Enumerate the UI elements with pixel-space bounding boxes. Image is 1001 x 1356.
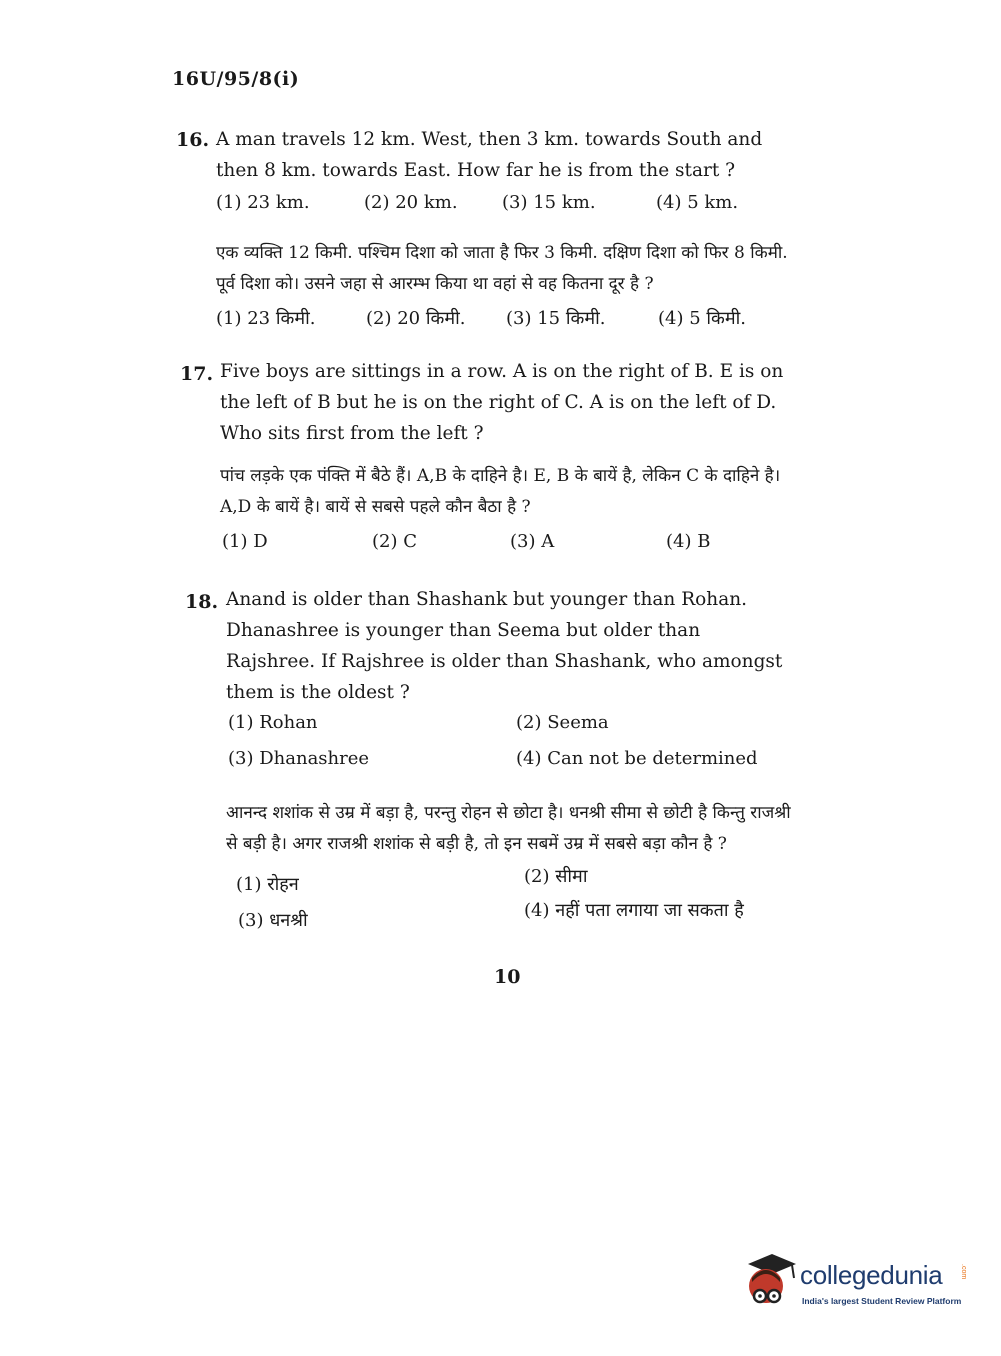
logo-tagline: India's largest Student Review Platform <box>802 1296 962 1306</box>
option-4: (4) Can not be determined <box>516 748 758 769</box>
paper-code: 16U/95/8(i) <box>172 68 300 90</box>
question-text-en: Five boys are sittings in a row. A is on the right of B. E is on the left of B but he is on the right of C. A is on the left of D. Who sits first from the left ? <box>220 361 784 444</box>
option-1: (1) Rohan <box>228 712 318 733</box>
option-3: (3) 15 km. <box>502 192 596 213</box>
options-en <box>216 192 796 226</box>
option-2: (2) 20 किमी. <box>366 308 466 329</box>
logo-wordmark: collegedunia <box>800 1260 943 1290</box>
question-number: 16. <box>176 129 210 151</box>
option-3: (3) धनश्री <box>238 910 308 931</box>
logo-suffix: .com <box>960 1264 967 1280</box>
option-2: (2) 20 km. <box>364 192 458 213</box>
page-number: 10 <box>494 966 521 988</box>
option-1: (1) रोहन <box>236 874 299 895</box>
option-1: (1) 23 km. <box>216 192 310 213</box>
option-2: (2) Seema <box>516 712 609 733</box>
question-17 <box>220 356 800 565</box>
option-2: (2) C <box>372 531 417 552</box>
option-2: (2) सीमा <box>524 866 588 887</box>
option-4: (4) 5 km. <box>656 192 739 213</box>
option-4: (4) नहीं पता लगाया जा सकता है <box>524 900 744 921</box>
options-hi <box>226 864 792 936</box>
option-3: (3) A <box>510 531 555 552</box>
question-number: 17. <box>180 363 214 385</box>
question-number: 18. <box>185 591 219 613</box>
question-text-hi: पांच लड़के एक पंक्ति में बैठे हैं। A,B के दाहिने है। E, B के बायें है, लेकिन C के दाहिने है। A,D के बायें है। बायें से सबसे पहले कौन बैठा है ? <box>220 466 781 517</box>
option-4: (4) 5 किमी. <box>658 308 747 329</box>
options-hi <box>216 306 796 340</box>
options-en <box>226 712 792 784</box>
question-16 <box>216 124 796 340</box>
question-text-en: A man travels 12 km. West, then 3 km. towards South and then 8 km. towards East. How far he is from the start ? <box>216 129 763 181</box>
option-1: (1) 23 किमी. <box>216 308 316 329</box>
question-text-en: Anand is older than Shashank but younger than Rohan. Dhanashree is younger than Seema but older than Rajshree. If Rajshree is older than Shashank, who amongst them is the oldest ? <box>226 589 783 703</box>
option-4: (4) B <box>666 531 711 552</box>
option-3: (3) 15 किमी. <box>506 308 606 329</box>
question-text-hi: एक व्यक्ति 12 किमी. पश्चिम दिशा को जाता है फिर 3 किमी. दक्षिण दिशा को फिर 8 किमी. पूर्व दिशा को। उसने जहा से आरम्भ किया था वहां से वह कितना दूर है ? <box>216 243 788 294</box>
option-3: (3) Dhanashree <box>228 748 370 769</box>
option-1: (1) D <box>222 531 268 552</box>
options <box>220 531 800 565</box>
collegedunia-logo <box>742 1252 972 1314</box>
question-18 <box>226 584 792 936</box>
mascot-icon <box>742 1252 798 1314</box>
question-text-hi: आनन्द शशांक से उम्र में बड़ा है, परन्तु रोहन से छोटा है। धनश्री सीमा से छोटी है किन्तु राजश्री से बड़ी है। अगर राजश्री शशांक से बड़ी है, तो इन सबमें उम्र में सबसे बड़ा कौन है ? <box>226 803 791 854</box>
